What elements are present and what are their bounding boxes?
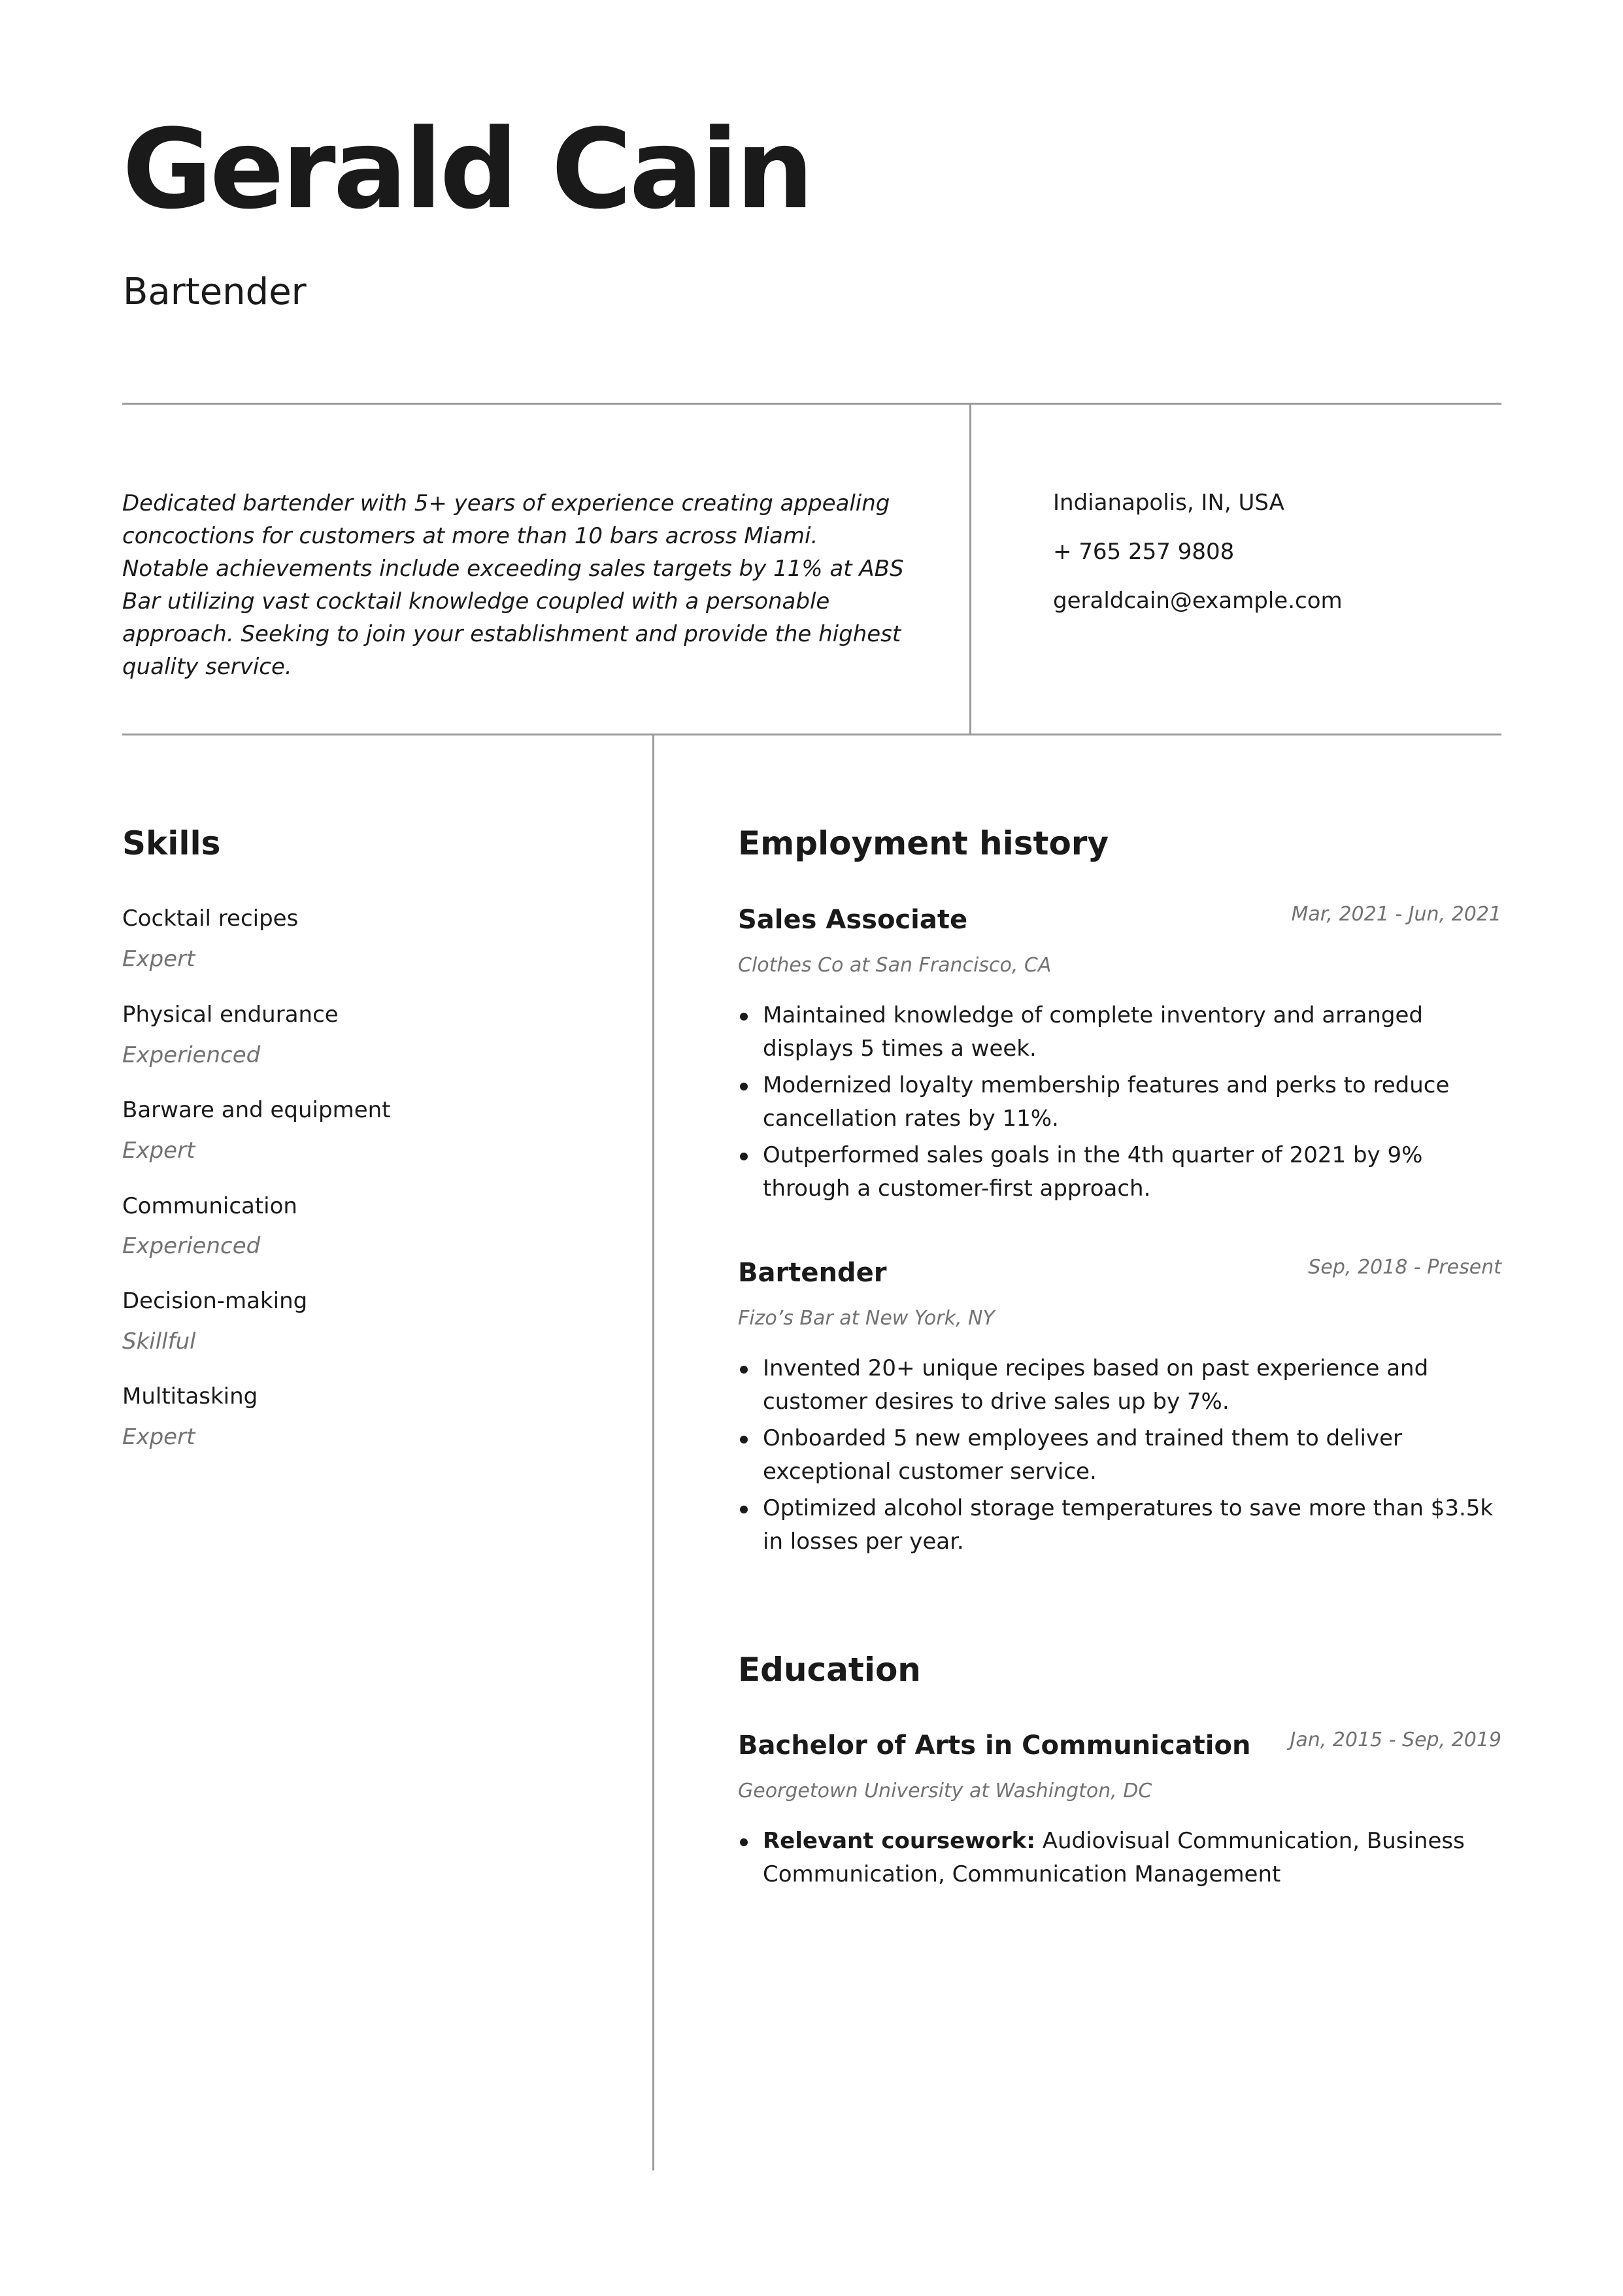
- skill-name: Cocktail recipes: [122, 905, 299, 932]
- top-divider: [122, 403, 1501, 405]
- list-item: [738, 1825, 1501, 1891]
- job-bullets: [738, 1352, 1501, 1562]
- job-bullets: [738, 999, 1501, 1209]
- skill-level: Expert: [122, 946, 195, 972]
- skill-level: Skillful: [122, 1328, 196, 1355]
- skill-level: Expert: [122, 1424, 195, 1450]
- education-dates: Jan, 2015 - Sep, 2019: [1290, 1729, 1501, 1751]
- list-item: Onboarded 5 new employees and trained them to deliver exceptional customer service.: [738, 1422, 1501, 1489]
- skill-name: Decision-making: [122, 1288, 308, 1314]
- school-name: Georgetown University at Washington, DC: [738, 1780, 1152, 1802]
- candidate-name: Gerald Cain: [122, 105, 812, 233]
- job-title-entry: Bartender: [738, 1258, 887, 1288]
- degree-title: Bachelor of Arts in Communication: [738, 1730, 1251, 1761]
- job-title-entry: Sales Associate: [738, 905, 968, 935]
- list-item: Outperformed sales goals in the 4th quarter of 2021 by 9% through a customer-first approach.: [738, 1139, 1501, 1206]
- profile-summary: Dedicated bartender with 5+ years of experience creating appealing concoctions for customers at more than 10 bars across Miami. Notable achievements include exceeding sales targets by 11% at ABS Bar utilizing vast cocktail knowledge coupled with a personable approach. Seeking to join your establishment and provide the highest quality service.: [122, 490, 904, 680]
- job-dates: Sep, 2018 - Present: [1308, 1256, 1501, 1279]
- employment-heading: Employment history: [738, 824, 1109, 862]
- contact-location: Indianapolis, IN, USA: [1053, 490, 1284, 516]
- list-item: Maintained knowledge of complete inventory and arranged displays 5 times a week.: [738, 999, 1501, 1066]
- summary-contact-divider: [969, 403, 971, 735]
- skill-name: Barware and equipment: [122, 1097, 391, 1123]
- job-dates: Mar, 2021 - Jun, 2021: [1291, 903, 1501, 926]
- coursework-text: Audiovisual Communication, Business Communication, Communication Management: [763, 1828, 1465, 1887]
- contact-email[interactable]: geraldcain@example.com: [1053, 588, 1343, 614]
- column-divider: [652, 734, 654, 2170]
- job-company: Clothes Co at San Francisco, CA: [738, 954, 1052, 977]
- skill-name: Communication: [122, 1193, 297, 1219]
- skill-level: Experienced: [122, 1042, 261, 1068]
- skills-heading: Skills: [122, 824, 221, 862]
- skill-name: Multitasking: [122, 1383, 258, 1410]
- skill-level: Experienced: [122, 1233, 261, 1259]
- education-bullets: [738, 1825, 1501, 1895]
- skill-name: Physical endurance: [122, 1002, 339, 1028]
- education-heading: Education: [738, 1651, 921, 1689]
- job-title: Bartender: [123, 271, 307, 313]
- job-company: Fizo’s Bar at New York, NY: [738, 1307, 995, 1330]
- coursework-label: Relevant coursework:: [763, 1828, 1035, 1854]
- list-item: Optimized alcohol storage temperatures to save more than $3.5k in losses per year.: [738, 1492, 1501, 1559]
- middle-divider: [122, 734, 1501, 735]
- skill-level: Expert: [122, 1138, 195, 1164]
- contact-phone[interactable]: + 765 257 9808: [1053, 539, 1235, 565]
- list-item: Invented 20+ unique recipes based on past experience and customer desires to drive sales up by 7%.: [738, 1352, 1501, 1419]
- list-item: Modernized loyalty membership features and perks to reduce cancellation rates by 11%.: [738, 1069, 1501, 1136]
